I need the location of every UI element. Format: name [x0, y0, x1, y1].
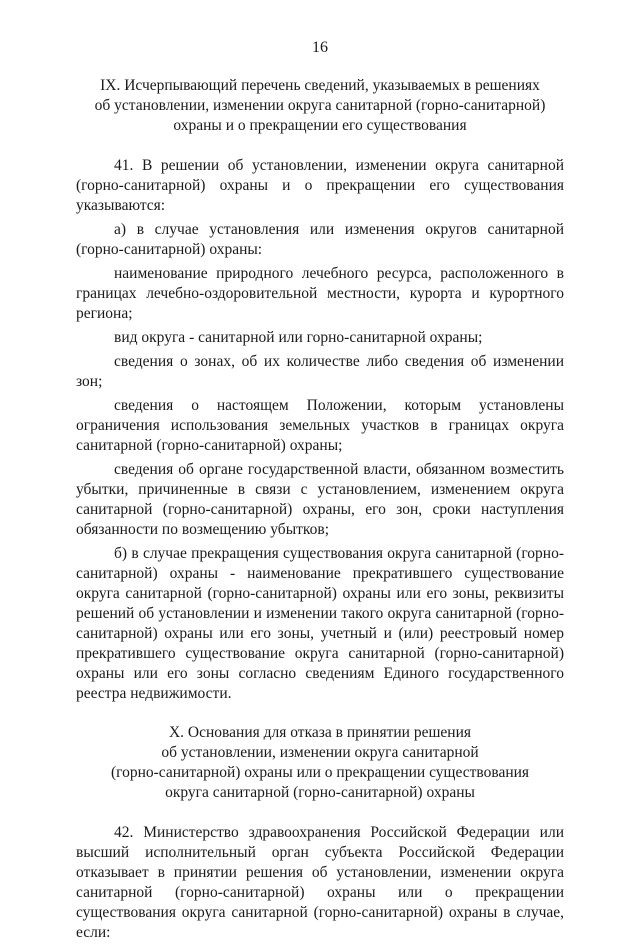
document-page	[76, 38, 564, 947]
section-10-heading-line: (горно-санитарной) охраны или о прекращении существования	[110, 764, 530, 781]
section-10-heading-line: об установлении, изменении округа санитарной	[161, 744, 479, 761]
paragraph-41-a-item: наименование природного лечебного ресурса, расположенного в границах лечебно-оздоровительной местности, курорта и курортного региона;	[76, 265, 564, 322]
section-10-heading-line: округа санитарной (горно-санитарной) охраны	[165, 784, 475, 801]
paragraph-42: 42. Министерство здравоохранения Российской Федерации или высший исполнительный орган субъекта Российской Федерации отказывает в принятии решения об установлении, изменении округа санитарной (горно-санитарной) охраны или о прекращении существования округа санитарной (горно-санитарной) охраны в случае, если:	[76, 824, 564, 941]
section-9-heading-line: об установлении, изменении округа санитарной (горно-санитарной)	[94, 97, 546, 114]
section-10-heading	[76, 723, 564, 803]
section-9-heading-line: охраны и о прекращении его существования	[173, 117, 467, 134]
section-10-heading-line: X. Основания для отказа в принятии решения	[168, 724, 471, 741]
paragraph-41: 41. В решении об установлении, изменении округа санитарной (горно-санитарной) охраны и о прекращении его существования указываются:	[76, 157, 564, 214]
paragraph-41-b: б) в случае прекращения существования округа санитарной (горно-санитарной) охраны - наименование прекратившего существование округа санитарной (горно-санитарной) охраны или его зоны, реквизиты решений об установлении и изменении такого округа санитарной (горно-санитарной) охраны или его зоны, учетный и (или) реестровый номер прекратившего существование округа санитарной (горно-санитарной) охраны или его зоны согласно сведениям Единого государственного реестра недвижимости.	[76, 545, 564, 702]
paragraph-41-a-item: вид округа - санитарной или горно-санитарной охраны;	[114, 329, 483, 346]
page-number: 16	[312, 39, 328, 56]
section-9-heading-line: IX. Исчерпывающий перечень сведений, указываемых в решениях	[100, 77, 540, 94]
section-9-heading	[76, 76, 564, 136]
paragraph-41-a-item: сведения об органе государственной власти, обязанном возместить убытки, причиненные в связи с установлением, изменением округа санитарной (горно-санитарной) охраны, его зон, сроки наступления обязанности по возмещению убытков;	[76, 461, 564, 538]
paragraph-41-a-item: сведения о настоящем Положении, которым установлены ограничения использования земельных участков в границах округа санитарной (горно-санитарной) охраны;	[76, 397, 564, 454]
paragraph-41-a-item: сведения о зонах, об их количестве либо сведения об изменении зон;	[76, 353, 564, 390]
paragraph-41-a: а) в случае установления или изменения округов санитарной (горно-санитарной) охраны:	[76, 221, 564, 258]
